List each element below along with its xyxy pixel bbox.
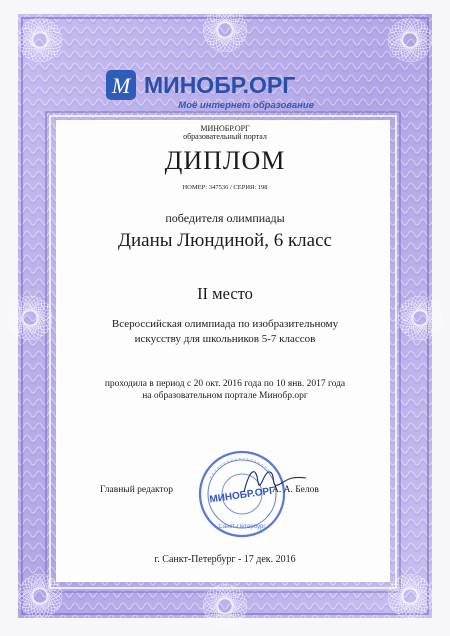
city-date: г. Санкт-Петербург - 17 дек. 2016 — [154, 554, 296, 565]
editor-label: Главный редактор — [100, 485, 174, 495]
winner-label: победителя олимпиады — [165, 211, 285, 225]
period-text — [0, 378, 450, 402]
period-line-1: проходила в период с 20 окт. 2016 года по 10 янв. 2017 года — [104, 379, 346, 389]
header-portal: образовательный портал — [183, 132, 267, 141]
olympiad-line-2: искусству для школьников 5-7 классов — [134, 333, 316, 345]
stamp-ring-text: Санкт-Петербург — [218, 524, 266, 530]
logo-letter: М — [111, 73, 131, 98]
olympiad-line-1: Всероссийская олимпиада по изобразительному — [111, 318, 339, 330]
logo-name: МИНОБР.ОРГ — [144, 72, 296, 98]
diploma-title: ДИПЛОМ — [164, 146, 286, 175]
period-line-2: на образовательном портале Минобр.орг — [142, 391, 308, 401]
header-org: МИНОБР.ОРГ — [200, 124, 250, 133]
diploma-number: НОМЕР: 347536 / СЕРИЯ: 198 — [182, 184, 268, 191]
place-label: II место — [197, 284, 253, 303]
olympiad-title — [0, 317, 450, 347]
minobr-logo — [104, 66, 344, 112]
editor-name: А. А. Белов — [272, 485, 319, 495]
stamp-center-text: МИНОБР.ОРГ — [208, 485, 276, 506]
editor-signature — [240, 458, 310, 502]
recipient-name: Дианы Люндиной, 6 класс — [118, 230, 332, 251]
logo-slogan: Моё интернет образование — [178, 100, 314, 111]
